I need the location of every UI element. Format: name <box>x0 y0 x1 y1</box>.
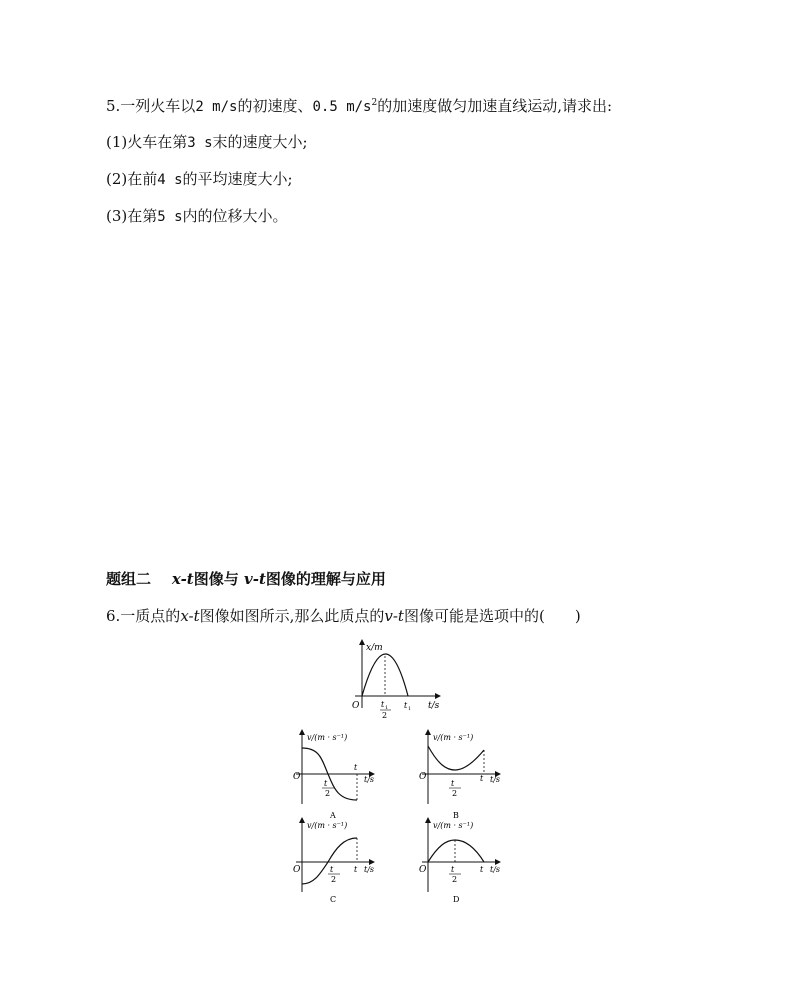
option-d-half-num: t <box>451 865 455 874</box>
option-a-half-num: t <box>324 779 328 788</box>
q5-a-sup: 2 <box>371 98 378 108</box>
q5-part2-n: 4 s <box>157 172 183 188</box>
q5-part3-a: (3)在第 <box>106 207 158 225</box>
option-d-half-den: 2 <box>452 875 458 884</box>
option-c-half-num: t <box>330 865 334 874</box>
option-c-half-den: 2 <box>331 875 337 884</box>
option-c-x-label: t/s <box>364 865 375 874</box>
q5-part2-a: (2)在前 <box>106 170 158 188</box>
xt-graph <box>352 640 440 720</box>
option-a-x-label: t/s <box>364 775 375 784</box>
option-b-x-label: t/s <box>490 775 501 784</box>
xt-t1-sub: 1 <box>408 706 412 712</box>
q5-a: 0.5 m/s <box>312 99 372 115</box>
xt-half-num: t <box>381 700 385 709</box>
section-end: 图像的理解与应用 <box>265 570 386 588</box>
option-d-graph <box>419 818 500 904</box>
q5-part3-n: 5 s <box>157 209 183 225</box>
option-b-t1: t <box>480 774 484 783</box>
q6-xt: x-t <box>180 607 200 625</box>
option-b-half-num: t <box>451 779 455 788</box>
option-a-t1: t <box>354 763 358 772</box>
option-a-half-den: 2 <box>325 789 331 798</box>
option-d-y-label: v/(m · s⁻¹) <box>433 821 474 830</box>
q6-b: 图像如图所示,那么此质点的 <box>199 607 385 625</box>
option-c-letter: C <box>330 895 337 904</box>
q6-vt: v-t <box>384 607 404 625</box>
q5-part1-n: 3 s <box>187 135 213 151</box>
q5-intro-c: 的加速度做匀加速直线运动,请求出: <box>377 97 613 115</box>
q5-part2-b: 的平均速度大小; <box>182 170 293 188</box>
option-a-origin: O <box>293 772 301 782</box>
option-c-origin: O <box>293 865 301 875</box>
xt-half-sub: 1 <box>385 705 389 711</box>
xt-half-den: 2 <box>382 711 388 720</box>
q5-v0: 2 m/s <box>195 99 238 115</box>
option-c-y-label: v/(m · s⁻¹) <box>307 821 348 830</box>
q5-part1-a: (1)火车在第 <box>106 133 188 151</box>
option-b-y-label: v/(m · s⁻¹) <box>433 733 474 742</box>
xt-x-label: t/s <box>428 701 440 711</box>
q6-a: 6.一质点的 <box>106 607 181 625</box>
option-a-graph <box>293 730 374 820</box>
section-label: 题组二 <box>106 570 152 588</box>
section-xt: x-t <box>171 570 194 588</box>
option-b-half-den: 2 <box>452 789 458 798</box>
option-b-letter: B <box>453 811 459 820</box>
q6-c: 图像可能是选项中的 <box>403 607 539 625</box>
section-mid: 图像与 <box>193 570 239 588</box>
q5-part3-b: 内的位移大小。 <box>182 207 288 225</box>
option-a-y-label: v/(m · s⁻¹) <box>307 733 348 742</box>
option-a-letter: A <box>330 811 336 820</box>
option-d-curve <box>428 840 484 862</box>
q5-part1-b: 末的速度大小; <box>212 133 308 151</box>
section-vt: v-t <box>244 570 266 588</box>
q6-answer-paren[interactable]: ( ) <box>538 607 581 625</box>
xt-y-label: x/m <box>366 643 383 653</box>
q5-intro-b: 的初速度、 <box>237 97 313 115</box>
option-d-t1: t <box>480 865 484 874</box>
option-b-graph <box>419 730 500 820</box>
option-d-origin: O <box>419 865 427 875</box>
q5-intro-a: 5.一列火车以 <box>106 97 196 115</box>
option-b-curve <box>428 746 484 770</box>
option-c-t1: t <box>354 865 358 874</box>
option-c-graph <box>293 818 374 904</box>
option-c-curve <box>302 838 357 884</box>
option-d-letter: D <box>453 895 460 904</box>
xt-origin: O <box>352 701 360 711</box>
xt-t1: t <box>404 701 408 710</box>
option-d-x-label: t/s <box>490 865 501 874</box>
option-b-origin: O <box>419 772 427 782</box>
